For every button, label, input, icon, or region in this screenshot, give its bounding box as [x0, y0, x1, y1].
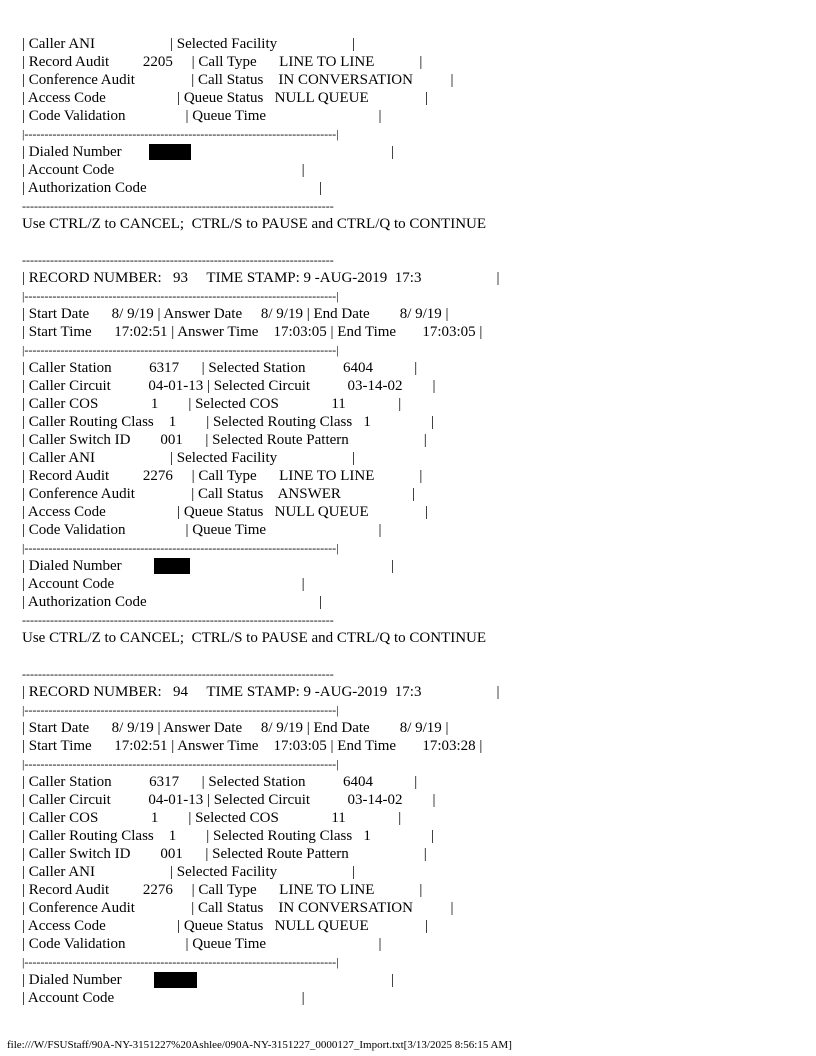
- field-row: | Caller ANI | Selected Facility |: [22, 450, 356, 466]
- field-row: | Record Audit 2276 | Call Type LINE TO LINE |: [22, 882, 423, 898]
- field-row: | Code Validation | Queue Time |: [22, 522, 382, 538]
- dialed-number-label: | Dialed Number: [22, 144, 122, 160]
- field-row: | Caller Routing Class 1 | Selected Routing Class 1 |: [22, 828, 434, 844]
- field-row: | Conference Audit | Call Status IN CONVERSATION |: [22, 900, 454, 916]
- separator-line: |------------------------------------------------------------------------------|: [22, 541, 339, 555]
- field-row: | Account Code |: [22, 162, 305, 178]
- field-row: | Start Date 8/ 9/19 | Answer Date 8/ 9/19 | End Date 8/ 9/19 |: [22, 720, 449, 736]
- redaction-block: [154, 558, 190, 574]
- field-row: | Authorization Code |: [22, 594, 323, 610]
- redaction-block: [149, 144, 191, 160]
- field-row: | Access Code | Queue Status NULL QUEUE |: [22, 918, 428, 934]
- field-row: | Code Validation | Queue Time |: [22, 936, 382, 952]
- field-row: | Caller ANI | Selected Facility |: [22, 864, 356, 880]
- field-row: | Caller Circuit 04-01-13 | Selected Circuit 03-14-02 |: [22, 792, 436, 808]
- dialed-number-label: | Dialed Number: [22, 558, 122, 574]
- field-row: | Account Code |: [22, 576, 305, 592]
- separator-line: |------------------------------------------------------------------------------|: [22, 703, 339, 717]
- field-row: | Caller Switch ID 001 | Selected Route Pattern |: [22, 432, 427, 448]
- file-path-footer: file:///W/FSUStaff/90A-NY-3151227%20Ashlee/090A-NY-3151227_0000127_Import.txt[3/13/2025 8:56:15 AM]: [7, 1039, 512, 1051]
- dialed-number-label: | Dialed Number: [22, 972, 122, 988]
- field-row: | Caller COS 1 | Selected COS 11 |: [22, 396, 402, 412]
- field-row: | Conference Audit | Call Status IN CONVERSATION |: [22, 72, 454, 88]
- field-row: | Authorization Code |: [22, 180, 323, 196]
- field-row: | Start Time 17:02:51 | Answer Time 17:03:05 | End Time 17:03:05 |: [22, 324, 483, 340]
- field-row: | Caller Station 6317 | Selected Station 6404 |: [22, 360, 418, 376]
- field-row: | Record Audit 2205 | Call Type LINE TO LINE |: [22, 54, 423, 70]
- control-instructions: Use CTRL/Z to CANCEL; CTRL/S to PAUSE and CTRL/Q to CONTINUE: [22, 630, 487, 646]
- control-instructions: Use CTRL/Z to CANCEL; CTRL/S to PAUSE and CTRL/Q to CONTINUE: [22, 216, 487, 232]
- separator-line: |------------------------------------------------------------------------------|: [22, 955, 339, 969]
- separator-line: |------------------------------------------------------------------------------|: [22, 127, 339, 141]
- field-row: | Code Validation | Queue Time |: [22, 108, 382, 124]
- field-row: | Account Code |: [22, 990, 305, 1006]
- record-header: | RECORD NUMBER: 93 TIME STAMP: 9 -AUG-2019 17:3 |: [22, 270, 500, 286]
- field-row: | Access Code | Queue Status NULL QUEUE |: [22, 504, 428, 520]
- row-end-bar: |: [391, 972, 395, 988]
- redaction-block: [154, 972, 197, 988]
- field-row: | Caller Circuit 04-01-13 | Selected Circuit 03-14-02 |: [22, 378, 436, 394]
- field-row: | Record Audit 2276 | Call Type LINE TO LINE |: [22, 468, 423, 484]
- separator-line: |------------------------------------------------------------------------------|: [22, 757, 339, 771]
- field-row: | Access Code | Queue Status NULL QUEUE |: [22, 90, 428, 106]
- field-row: | Caller Routing Class 1 | Selected Routing Class 1 |: [22, 414, 434, 430]
- separator-line: |------------------------------------------------------------------------------|: [22, 289, 339, 303]
- row-end-bar: |: [391, 144, 395, 160]
- field-row: | Conference Audit | Call Status ANSWER |: [22, 486, 416, 502]
- row-end-bar: |: [391, 558, 395, 574]
- field-row: | Start Date 8/ 9/19 | Answer Date 8/ 9/19 | End Date 8/ 9/19 |: [22, 306, 449, 322]
- field-row: | Start Time 17:02:51 | Answer Time 17:03:05 | End Time 17:03:28 |: [22, 738, 483, 754]
- separator-line: ------------------------------------------------------------------------------: [22, 667, 334, 681]
- separator-line: |------------------------------------------------------------------------------|: [22, 343, 339, 357]
- separator-line: ------------------------------------------------------------------------------: [22, 613, 334, 627]
- separator-line: ------------------------------------------------------------------------------: [22, 253, 334, 267]
- field-row: | Caller Station 6317 | Selected Station 6404 |: [22, 774, 418, 790]
- record-header: | RECORD NUMBER: 94 TIME STAMP: 9 -AUG-2019 17:3 |: [22, 684, 500, 700]
- field-row: | Caller ANI | Selected Facility |: [22, 36, 356, 52]
- separator-line: ------------------------------------------------------------------------------: [22, 199, 334, 213]
- field-row: | Caller Switch ID 001 | Selected Route Pattern |: [22, 846, 427, 862]
- field-row: | Caller COS 1 | Selected COS 11 |: [22, 810, 402, 826]
